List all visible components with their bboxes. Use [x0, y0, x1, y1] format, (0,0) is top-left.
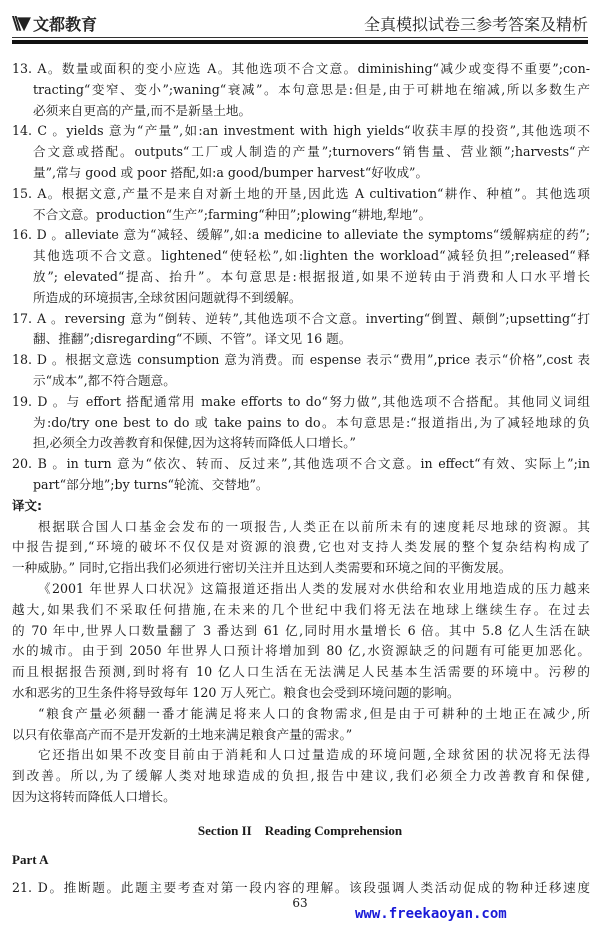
logo-text: 文都教育	[33, 15, 98, 34]
text-line: 越大,如果我们不采取任何措施,在未来的几个世纪中我们将无法在地球上继续生存。在过去	[12, 601, 590, 617]
text-line: 不合文意。production“生产”;farming“种田”;plowing“耕地,犁地”。	[33, 206, 432, 222]
text-line: 水的城市。由于到 2050 年世界人口预计将增加到 80 亿,水资源缺乏的问题有可能更加恶化。	[12, 643, 590, 659]
header-title: 全真模拟试卷三参考答案及精析	[363, 15, 588, 34]
answer-item	[12, 392, 590, 454]
text-line: 以只有依靠高产而不是开发新的土地来满足粮食产量的需求。”	[12, 726, 353, 742]
part-title: Part A	[12, 852, 49, 867]
section-title: Section II Reading Comprehension	[197, 823, 403, 838]
header-rule-thick	[12, 40, 588, 44]
text-line: 为:do/try one best to do 或 take pains to do。本句意思是:“报道指出,为了减轻地球的负	[33, 414, 590, 430]
text-line: 量”,常与 good 或 poor 搭配,如:a good/bumper harvest“好收成”。	[33, 164, 429, 180]
logo-w-icon: \\▼	[12, 13, 27, 34]
translation-paragraph	[12, 517, 590, 579]
answer-item	[12, 184, 590, 226]
translation-paragraph	[12, 745, 590, 807]
text-line: 17. A 。reversing 意为“倒转、逆转”,其他选项不合文意。inverting“倒置、颠倒”;upsetting“打	[12, 310, 590, 326]
watermark-url[interactable]: www.freekaoyan.com	[355, 906, 507, 922]
text-line: 根据联合国人口基金会发布的一项报告,人类正在以前所未有的速度耗尽地球的资源。其	[38, 518, 590, 534]
answer-item	[12, 350, 590, 392]
page-header	[0, 0, 600, 50]
answer-item	[12, 59, 590, 121]
text-line: 而且根据报告预测,到时将有 10 亿人口生活在无法满足人民基本生活需要的环境中。污秽的	[12, 664, 590, 680]
page-body	[12, 59, 590, 808]
text-line: 20. B 。in turn 意为“依次、转而、反过来”,其他选项不合文意。in effect“有效、实际上”;in	[12, 456, 590, 472]
text-line: 19. D 。与 effort 搭配通常用 make efforts to do“努力做”,其他选项不合搭配。其他同义词组	[12, 393, 590, 409]
text-line: 必须来自更高的产量,而不是新垦土地。	[33, 102, 252, 118]
answer-item	[12, 121, 590, 183]
text-line: 到改善。所以,为了缓解人类对地球造成的负担,报告中建议,我们必须全力改善教育和保健,	[12, 768, 590, 784]
logo	[12, 12, 97, 35]
text-line: 水和恶劣的卫生条件将导致每年 120 万人死亡。粮食也会受到环境问题的影响。	[12, 684, 460, 700]
text-line: 因为这将转而降低人口增长。	[12, 788, 176, 804]
text-line: 16. D 。alleviate 意为“减轻、缓解”,如:a medicine to alleviate the symptoms“缓解病症的药”;	[12, 227, 590, 243]
text-line: 18. D 。根据文意选 consumption 意为消费。而 espense 表示“费用”,price 表示“价格”,cost 表	[12, 352, 590, 368]
text-line: 中报告提到,“环境的破坏不仅仅是对资源的浪费,它也对支持人类发展的整个复杂结构构成了	[12, 539, 590, 555]
text-line: 所造成的环境损害,全球贫困问题就得不到缓解。	[33, 289, 302, 305]
text-line: part“部分地”;by turns“轮流、交替地”。	[33, 476, 269, 492]
text-line: 担,必须全力改善教育和保健,因为这将转而降低人口增长。”	[33, 435, 356, 451]
text-line: 15. A。根据文意,产量不是来自对新土地的开垦,因此选 A cultivation“耕作、种植”。其他选项	[12, 185, 590, 201]
text-line: 的 70 年中,世界人口数量翻了 3 番达到 61 亿,同时用水量增长 6 倍。其中 5.8 亿人生活在缺	[12, 622, 590, 638]
translation-paragraph	[12, 704, 590, 746]
text-line: 翻、推翻”;disregarding“不顾、不管”。译文见 16 题。	[33, 331, 352, 347]
text-line: 14. C 。yields 意为“产量”,如:an investment with high yields“收获丰厚的投资”,其他选项不	[12, 123, 590, 139]
translation-label: 译文:	[12, 497, 42, 513]
text-line: 它还指出如果不改变目前由于消耗和人口过量造成的环境问题,全球贫困的状况将无法得	[38, 747, 590, 763]
text-line: 放”; elevated“提高、抬升”。本句意思是:根据报道,如果不逆转由于消费和人口水平增长	[33, 268, 590, 284]
translation-paragraph	[12, 579, 590, 704]
text-line: tracting“变窄、变小”;waning“衰减”。本句意思是:但是,由于可耕地在缩减,所以多数生产	[33, 81, 590, 97]
text-line: 其他选项不合文意。lightened“使轻松”,如:lighten the workload“减轻负担”;released“释	[33, 248, 590, 264]
text-line: 《2001 年世界人口状况》这篇报道还指出人类的发展对水供给和农业用地造成的压力越来	[38, 580, 590, 596]
text-line: 一种威胁。” 同时,它指出我们必须进行密切关注并且达到人类需要和环境之间的平衡发展。	[12, 560, 512, 576]
text-line: 合文意或搭配。outputs“工厂或人制造的产量”;turnovers“销售量、营业额”;harvests“产	[33, 144, 590, 160]
answer-item	[12, 225, 590, 308]
header-rule-thin	[12, 37, 588, 38]
text-line: 13. A。数量或面积的变小应选 A。其他选项不合文意。diminishing“减少或变得不重要”;con-	[12, 61, 590, 76]
text-line: 21. D。推断题。此题主要考查对第一段内容的理解。该段强调人类活动促成的物种迁移速度	[12, 880, 590, 895]
answer-item	[12, 454, 590, 496]
page-number: 63	[292, 896, 308, 910]
text-line: “粮食产量必须翻一番才能满足将来人口的食物需求,但是由于可耕种的土地正在减少,所	[38, 705, 590, 721]
text-line: 示“成本”,都不符合题意。	[33, 372, 176, 388]
answer-item	[12, 309, 590, 351]
